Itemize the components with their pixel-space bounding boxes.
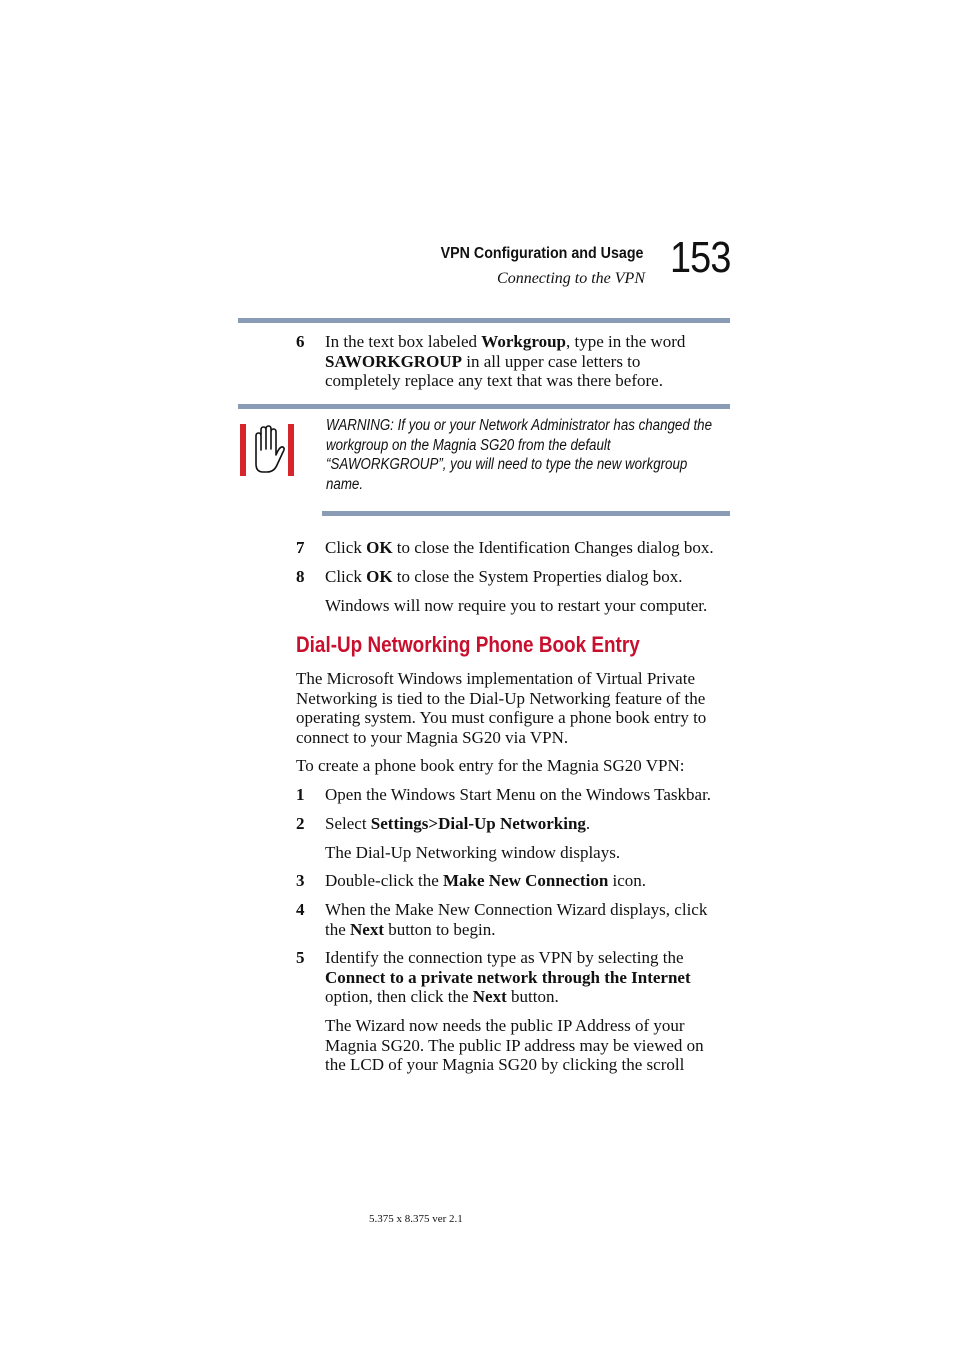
step-2-text: Select Settings>Dial-Up Networking.	[325, 814, 591, 833]
footer-version: 5.375 x 8.375 ver 2.1	[369, 1213, 463, 1225]
step-1-text: Open the Windows Start Menu on the Windows Taskbar.	[325, 785, 712, 804]
step-5-note: The Wizard now needs the public IP Address of your Magnia SG20. The public IP address may be viewed on the LCD of your Magnia SG20 by clicking the scroll	[325, 1016, 704, 1074]
step-number: 8	[296, 567, 305, 586]
chapter-title: VPN Configuration and Usage	[440, 245, 643, 262]
step-number: 5	[296, 948, 305, 967]
step-8-text: Click OK to close the System Properties dialog box.	[325, 567, 683, 586]
step-number: 4	[296, 900, 305, 919]
step-5-text: Identify the connection type as VPN by selecting the Connect to a private network through the Internet option, then click the Next button.	[325, 948, 691, 1006]
step-7-text: Click OK to close the Identification Changes dialog box.	[325, 538, 714, 557]
step-2-note: The Dial-Up Networking window displays.	[325, 843, 621, 862]
step-number: 2	[296, 814, 305, 833]
step-4-text: When the Make New Connection Wizard displays, click the Next button to begin.	[325, 900, 708, 939]
step-number: 3	[296, 871, 305, 890]
step-number: 1	[296, 785, 305, 804]
raised-hand-icon	[240, 424, 294, 476]
restart-note: Windows will now require you to restart your computer.	[325, 596, 708, 615]
warning-bottom-rule	[322, 511, 730, 516]
section-subtitle: Connecting to the VPN	[497, 270, 645, 287]
intro-paragraph: The Microsoft Windows implementation of Virtual Private Networking is tied to the Dial-Up Networking feature of the operating system. You must configure a phone book entry to connect to your Magnia SG20 via VPN.	[296, 669, 707, 747]
page-number: 153	[670, 233, 731, 282]
warning-top-rule	[238, 404, 730, 409]
step-number: 7	[296, 538, 305, 557]
step-number: 6	[296, 332, 305, 351]
header-rule	[238, 318, 730, 323]
step-6-text: In the text box labeled Workgroup, type in the word SAWORKGROUP in all upper case letters to completely replace any text that was there before.	[325, 332, 686, 390]
lead-sentence: To create a phone book entry for the Magnia SG20 VPN:	[296, 756, 685, 775]
step-3-text: Double-click the Make New Connection icon.	[325, 871, 647, 890]
warning-text: WARNING: If you or your Network Administrator has changed the workgroup on the Magnia SG20 from the default “SAWORKGROUP”, you will need to type the new workgroup name.	[326, 417, 712, 493]
section-heading: Dial-Up Networking Phone Book Entry	[296, 632, 640, 657]
